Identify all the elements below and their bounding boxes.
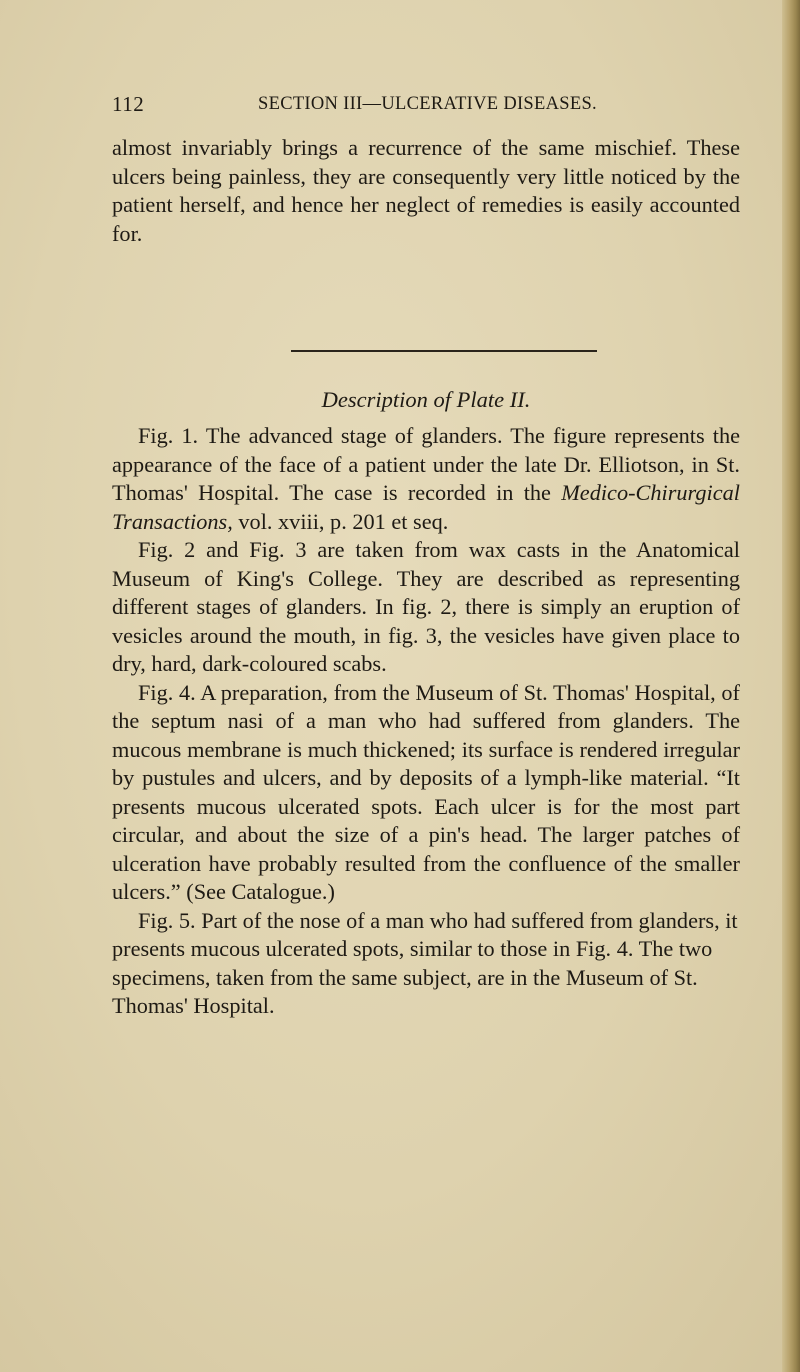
running-head: SECTION III—ULCERATIVE DISEASES.: [258, 94, 597, 114]
page-edge-shadow: [782, 0, 800, 1372]
plate-title: Description of Plate II.: [321, 387, 531, 412]
fig4-paragraph: Fig. 4. A preparation, from the Museum of St. Thomas' Hospital, of the septum nasi of a man who had suffered from glanders. The mucous membrane is much thickened; its surface is rendered irregular by pustules and ulcers, and by deposits of a lymph-like material. “It presents mucous ulcerated spots. Each ulcer is for the most part circular, and about the size of a pin's head. The larger patches of ulceration have probably resulted from the confluence of the smaller ulcers.” (See Catalogue.): [112, 679, 740, 904]
opening-paragraph: [112, 134, 740, 248]
fig1-journal: Medico-Chirurgical Transactions,: [112, 480, 740, 534]
fig2-3-paragraph: Fig. 2 and Fig. 3 are taken from wax casts in the Anatomical Museum of King's College. They are described as representing different stages of glanders. In fig. 2, there is simply an eruption of vesicles around the mouth, in fig. 3, the vesicles have given place to dry, hard, dark-coloured scabs.: [112, 537, 740, 676]
opening-paragraph-text: almost invariably brings a recurrence of the same mischief. These ulcers being painless, they are consequently very little noticed by the patient herself, and hence her neglect of remedies is easily accounted for.: [112, 135, 740, 246]
fig1-text-a: The advanced stage of glanders. The figure represents the appearance of the face of a patient under the late Dr. Elliotson, in St. Thomas' Hospital. The case is recorded in the: [112, 423, 740, 505]
fig1-paragraph: [112, 422, 740, 536]
plate-description: [112, 422, 740, 1021]
section-divider: [291, 350, 597, 352]
fig5-paragraph: Fig. 5. Part of the nose of a man who had suffered from glanders, it presents mucous ulcerated spots, similar to those in Fig. 4. The two specimens, taken from the same subject, are in the Museum of St. Thomas' Hospital.: [112, 907, 738, 1018]
fig1-label: Fig. 1.: [138, 423, 199, 448]
fig1-text-b: vol. xviii, p. 201 et seq.: [238, 508, 449, 534]
page-header: [112, 92, 742, 122]
page-number: 112: [112, 92, 145, 116]
